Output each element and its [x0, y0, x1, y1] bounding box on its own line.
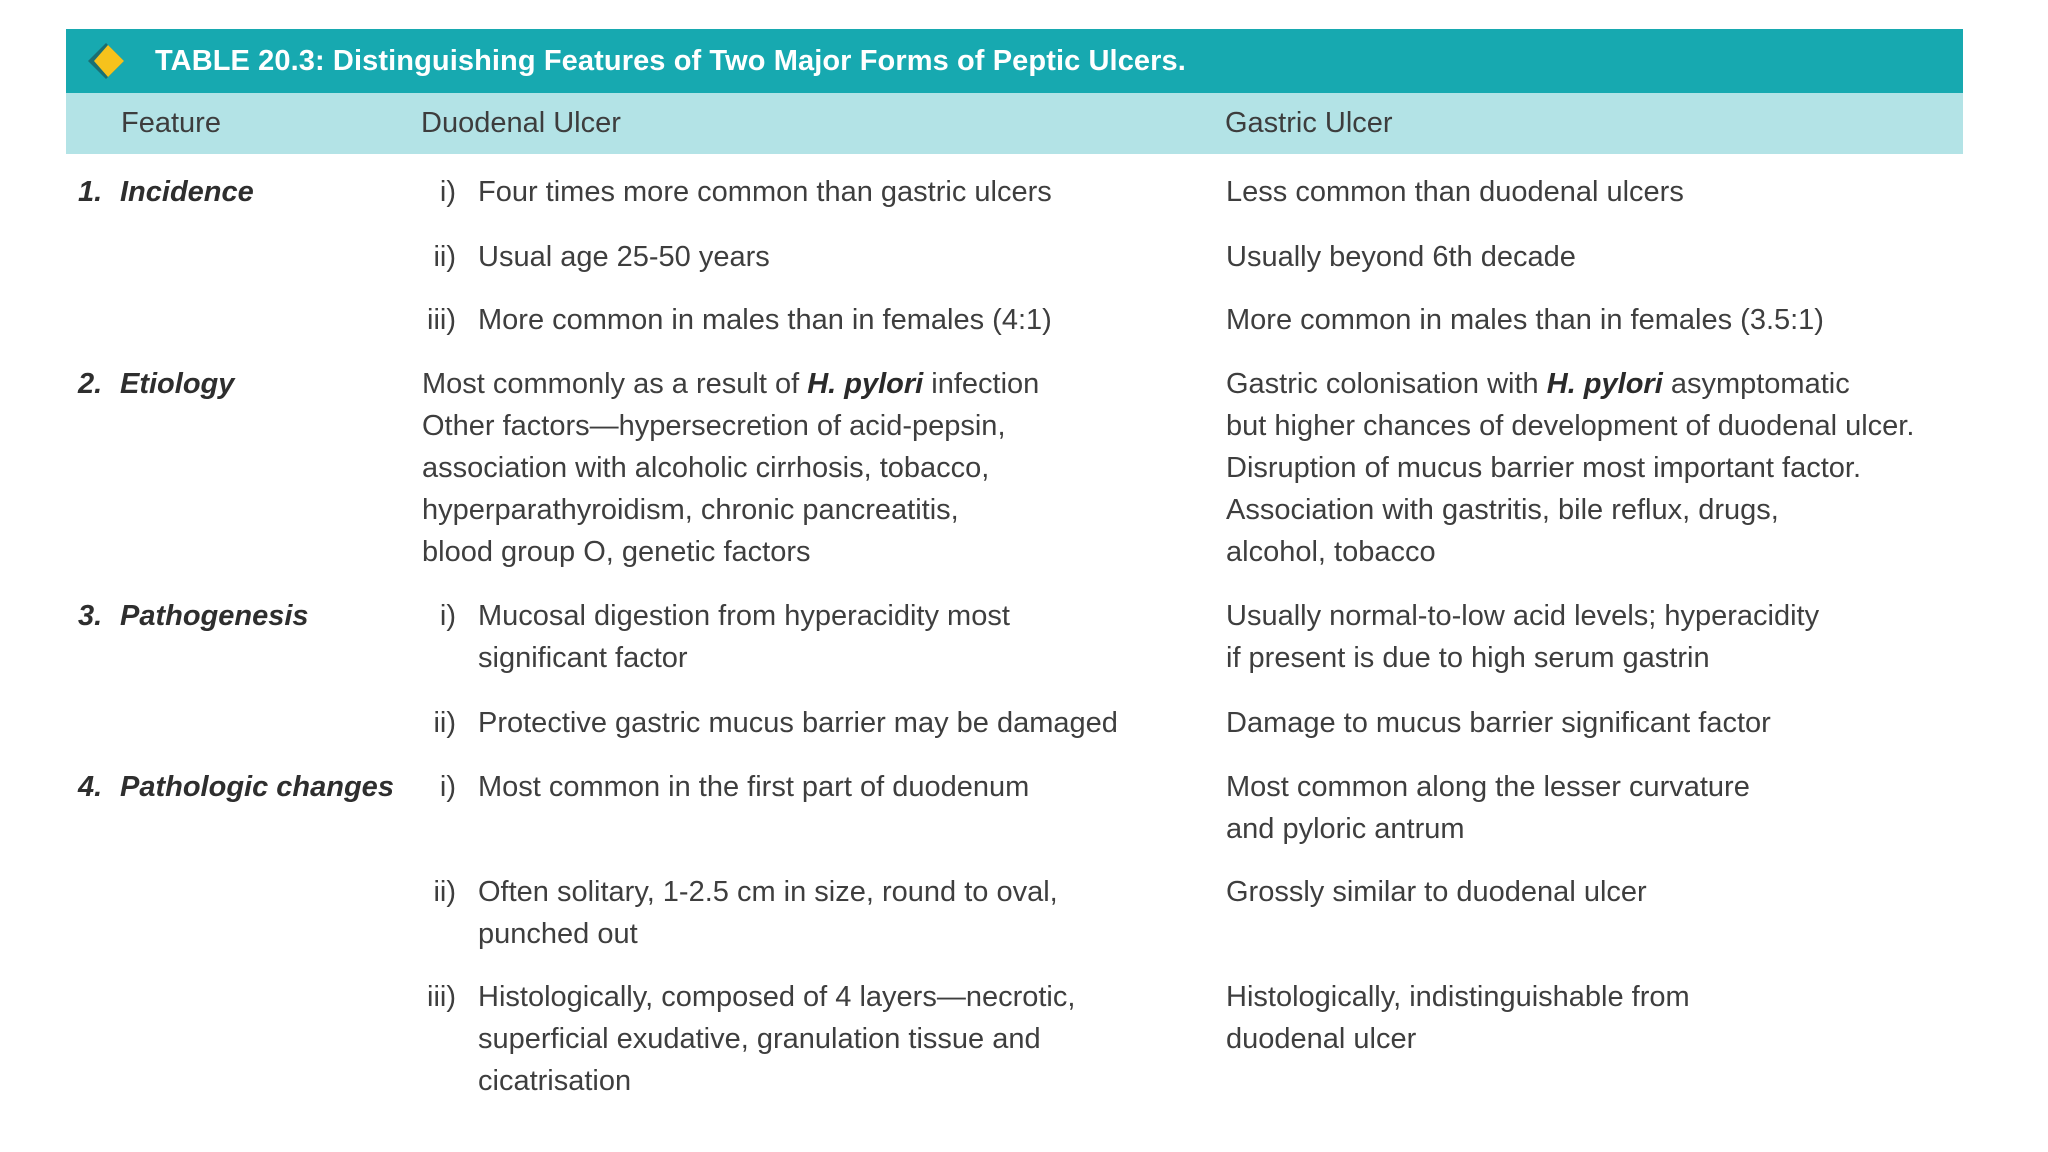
gastric-cell: Grossly similar to duodenal ulcer [1226, 876, 1647, 908]
feature-etiology [78, 363, 234, 405]
duodenal-cell: hyperparathyroidism, chronic pancreatitis, [422, 494, 959, 526]
feature-number: 1. [78, 176, 103, 208]
duodenal-cell: association with alcoholic cirrhosis, tobacco, [422, 452, 990, 484]
table-header-row [66, 93, 1963, 154]
roman-numeral: ii) [433, 876, 456, 908]
gastric-cell: Histologically, indistinguishable from [1226, 981, 1690, 1013]
duodenal-cell: significant factor [478, 642, 688, 674]
gastric-cell: but higher chances of development of duodenal ulcer. [1226, 410, 1915, 442]
gastric-cell: Most common along the lesser curvature [1226, 771, 1750, 803]
gastric-cell: Damage to mucus barrier significant factor [1226, 707, 1771, 739]
duodenal-cell: Four times more common than gastric ulcers [478, 176, 1052, 208]
gastric-cell: Association with gastritis, bile reflux, drugs, [1226, 494, 1779, 526]
table-title-bar [66, 29, 1963, 93]
duodenal-cell: blood group O, genetic factors [422, 536, 811, 568]
roman-numeral: ii) [433, 707, 456, 739]
gastric-cell: Usually normal-to-low acid levels; hyperacidity [1226, 600, 1820, 632]
gastric-cell: Disruption of mucus barrier most important factor. [1226, 452, 1862, 484]
duodenal-cell: Mucosal digestion from hyperacidity most [478, 600, 1010, 632]
duodenal-cell: More common in males than in females (4:1) [478, 304, 1052, 336]
feature-number: 3. [78, 600, 103, 632]
cell-text: Gastric colonisation with [1226, 368, 1547, 400]
gastric-cell: duodenal ulcer [1226, 1023, 1417, 1055]
roman-numeral: i) [439, 771, 456, 803]
cell-text: asymptomatic [1662, 368, 1850, 400]
table-title: TABLE 20.3: Distinguishing Features of Two Major Forms of Peptic Ulcers. [155, 45, 1186, 77]
gastric-cell: More common in males than in females (3.5:1) [1226, 304, 1824, 336]
duodenal-cell: Most common in the first part of duodenum [478, 771, 1030, 803]
duodenal-cell: superficial exudative, granulation tissue and [478, 1023, 1041, 1055]
roman-numeral: iii) [427, 304, 456, 336]
feature-pathologic-changes [78, 766, 394, 808]
duodenal-cell: Protective gastric mucus barrier may be damaged [478, 707, 1118, 739]
duodenal-cell: Often solitary, 1-2.5 cm in size, round to oval, [478, 876, 1058, 908]
feature-number: 4. [78, 771, 103, 803]
gastric-cell: alcohol, tobacco [1226, 536, 1436, 568]
duodenal-cell [422, 363, 1039, 405]
cell-text-bold: H. pylori [807, 368, 924, 400]
duodenal-cell: punched out [478, 918, 638, 950]
gastric-cell [1226, 363, 1850, 405]
gastric-cell: if present is due to high serum gastrin [1226, 642, 1710, 674]
gastric-cell: Usually beyond 6th decade [1226, 241, 1576, 273]
duodenal-cell: Usual age 25-50 years [478, 241, 770, 273]
duodenal-cell: Histologically, composed of 4 layers—necrotic, [478, 981, 1076, 1013]
header-feature: Feature [121, 107, 221, 139]
feature-pathogenesis [78, 595, 309, 637]
cell-text: infection [923, 368, 1040, 400]
cell-text: Most commonly as a result of [422, 368, 808, 400]
header-duodenal-ulcer: Duodenal Ulcer [421, 107, 621, 139]
cell-text-bold: H. pylori [1546, 368, 1663, 400]
duodenal-cell: Other factors—hypersecretion of acid-pepsin, [422, 410, 1006, 442]
roman-numeral: i) [439, 600, 456, 632]
diamond-icon [86, 41, 126, 81]
feature-number: 2. [78, 368, 103, 400]
header-gastric-ulcer: Gastric Ulcer [1225, 107, 1393, 139]
roman-numeral: iii) [427, 981, 456, 1013]
feature-incidence [78, 171, 254, 213]
feature-label: Etiology [120, 368, 235, 400]
feature-label: Pathogenesis [120, 600, 309, 632]
feature-label: Incidence [120, 176, 254, 208]
duodenal-cell: cicatrisation [478, 1065, 632, 1097]
gastric-cell: Less common than duodenal ulcers [1226, 176, 1684, 208]
roman-numeral: i) [439, 176, 456, 208]
roman-numeral: ii) [433, 241, 456, 273]
gastric-cell: and pyloric antrum [1226, 813, 1465, 845]
feature-label: Pathologic changes [120, 771, 394, 803]
